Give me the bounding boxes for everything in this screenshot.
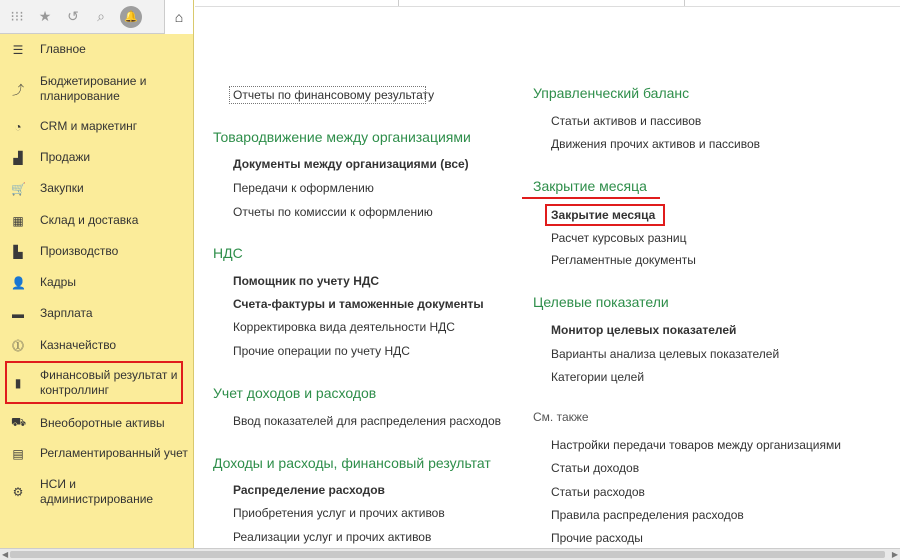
scrollbar-thumb[interactable] [10, 551, 885, 558]
sidebar-item-label: Продажи [40, 150, 91, 164]
sidebar-item-label: Кадры [40, 275, 76, 289]
budget-chart-icon: ⤴ [11, 82, 24, 97]
section-title-goods-movement: Товародвижение между организациями [213, 129, 471, 145]
star-icon[interactable]: ★ [38, 8, 52, 24]
sidebar-item-label: Зарплата [40, 306, 93, 320]
link-commission-reports[interactable]: Отчеты по комиссии к оформлению [233, 205, 433, 219]
sidebar-item-admin[interactable] [0, 477, 190, 507]
link-transfers-to-process[interactable]: Передачи к оформлению [233, 181, 374, 195]
section-title-income-expenses: Учет доходов и расходов [213, 385, 377, 401]
history-icon[interactable]: ↺ [67, 8, 79, 24]
sidebar-item-label: Бюджетирование и планирование [40, 74, 147, 103]
link-target-monitor[interactable]: Монитор целевых показателей [551, 323, 737, 337]
sidebar-item-label: CRM и маркетинг [40, 119, 138, 133]
bell-icon[interactable]: 🔔 [120, 6, 142, 28]
document-icon: ▤ [12, 446, 24, 461]
sidebar-item-label: Регламентированный учет [40, 446, 188, 460]
link-other-asset-movements[interactable]: Движения прочих активов и пассивов [551, 137, 761, 151]
link-expense-items[interactable]: Статьи расходов [551, 485, 645, 499]
highlight-box [5, 361, 183, 404]
sidebar-item-warehouse[interactable] [0, 213, 190, 228]
sidebar-item-treasury[interactable] [0, 337, 190, 354]
bar-chart-icon: ▮ [14, 376, 22, 390]
highlight-underline [522, 197, 660, 199]
link-financial-result-reports[interactable]: Отчеты по финансовому результату [233, 88, 435, 102]
sidebar-item-hr[interactable] [0, 275, 190, 290]
section-title-income-expenses-result: Доходы и расходы, финансовый результат [213, 455, 491, 471]
sidebar-item-label: Финансовый результат и контроллинг [40, 368, 178, 397]
sidebar [0, 0, 194, 548]
link-vat-other-operations[interactable]: Прочие операции по учету НДС [233, 344, 410, 358]
bag-icon: ▟ [13, 150, 23, 165]
link-target-analysis-variants[interactable]: Варианты анализа целевых показателей [551, 347, 780, 361]
section-title-month-close: Закрытие месяца [533, 178, 647, 194]
sidebar-item-label: Внеоборотные активы [40, 415, 165, 430]
link-invoices-customs[interactable]: Счета-фактуры и таможенные документы [233, 297, 484, 311]
link-exchange-differences[interactable]: Расчет курсовых разниц [551, 231, 687, 245]
link-goods-transfer-settings[interactable]: Настройки передачи товаров между организациями [551, 438, 841, 452]
link-expense-distribution-rules[interactable]: Правила распределения расходов [551, 508, 744, 522]
person-icon: 👤 [11, 275, 26, 290]
sidebar-item-label: Склад и доставка [40, 213, 139, 227]
scroll-right-icon[interactable]: ▶ [891, 550, 898, 559]
link-asset-liability-items[interactable]: Статьи активов и пассивов [551, 114, 702, 128]
sidebar-item-label: Производство [40, 244, 119, 258]
link-docs-between-orgs[interactable]: Документы между организациями (все) [233, 157, 469, 171]
truck-icon: ⛟ [11, 415, 27, 429]
sidebar-item-label: Главное [40, 42, 86, 56]
section-title-vat: НДС [213, 245, 243, 261]
section-title-target-indicators: Целевые показатели [533, 294, 669, 310]
cart-icon: 🛒 [11, 181, 26, 196]
sidebar-item-label: НСИ и администрирование [40, 477, 154, 506]
factory-icon: ▙ [13, 244, 23, 259]
menu-lines-icon: ☰ [12, 42, 24, 57]
scroll-left-icon[interactable]: ◀ [2, 550, 9, 559]
gear-icon: ⚙ [12, 485, 24, 499]
link-income-items[interactable]: Статьи доходов [551, 461, 640, 475]
sidebar-item-regulated-accounting[interactable] [0, 446, 190, 461]
sidebar-item-main[interactable] [0, 42, 190, 57]
link-expense-distribution[interactable]: Распределение расходов [233, 483, 385, 497]
pie-chart-icon: ◔ [14, 119, 22, 134]
sidebar-item-sales[interactable] [0, 150, 190, 165]
link-expense-distribution-input[interactable]: Ввод показателей для распределения расходов [233, 414, 502, 428]
link-month-close[interactable]: Закрытие месяца [551, 208, 656, 222]
link-vat-assistant[interactable]: Помощник по учету НДС [233, 274, 380, 288]
sidebar-item-label: Казначейство [40, 338, 117, 352]
horizontal-scrollbar[interactable] [0, 548, 900, 560]
link-vat-activity-correction[interactable]: Корректировка вида деятельности НДС [233, 320, 455, 334]
sidebar-toolbar [0, 0, 193, 34]
wallet-icon: ▬ [12, 306, 24, 321]
sidebar-item-fixed-assets[interactable] [0, 415, 190, 431]
coin-icon: ⓵ [11, 339, 24, 353]
see-also-title: См. также [533, 410, 589, 424]
link-service-sales[interactable]: Реализации услуг и прочих активов [233, 530, 432, 544]
sidebar-item-crm[interactable] [0, 119, 190, 134]
link-goal-categories[interactable]: Категории целей [551, 370, 645, 384]
content-header-strip [195, 0, 900, 7]
link-service-acquisitions[interactable]: Приобретения услуг и прочих активов [233, 506, 445, 520]
sidebar-item-purchases[interactable] [0, 181, 190, 196]
search-icon[interactable]: ⌕ [97, 8, 105, 24]
home-icon[interactable]: ⌂ [164, 0, 193, 34]
apps-grid-icon[interactable]: ⁝⁝⁝ [10, 8, 24, 24]
sidebar-item-salary[interactable] [0, 306, 190, 321]
sidebar-item-label: Закупки [40, 181, 84, 195]
sidebar-item-production[interactable] [0, 244, 190, 259]
sidebar-item-budgeting[interactable] [0, 74, 190, 104]
warehouse-icon: ▦ [12, 213, 24, 228]
section-title-management-balance: Управленческий баланс [533, 85, 690, 101]
link-regulatory-documents[interactable]: Регламентные документы [551, 253, 696, 267]
link-other-expenses[interactable]: Прочие расходы [551, 531, 643, 545]
